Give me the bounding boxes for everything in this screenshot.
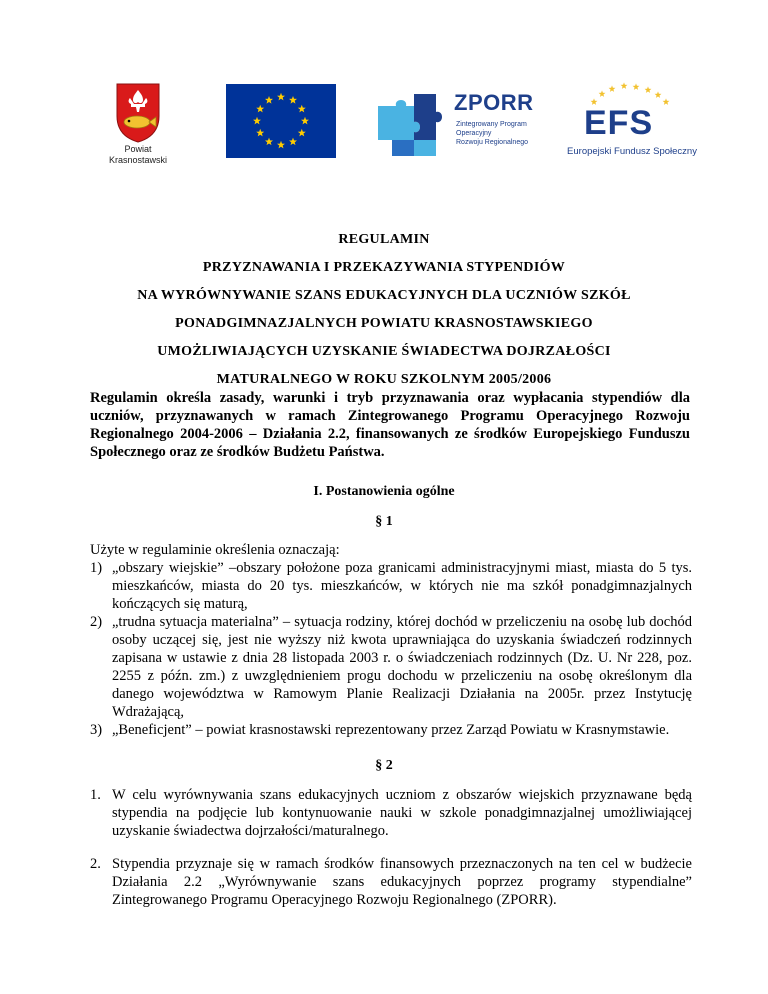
title-line-6: MATURALNEGO W ROKU SZKOLNYM 2005/2006 (216, 372, 552, 387)
eu-flag-logo (226, 84, 336, 163)
powiat-crest-logo (96, 82, 180, 178)
efs-subtitle: Europejski Fundusz Społeczny (567, 146, 697, 157)
puzzle-icon (374, 86, 452, 160)
list-item-text: „obszary wiejskie” –obszary położone poza granicami administracyjnymi miast, miasta do 5 tys. mieszkańców, miasta do 20 tys. mieszkańców, w których nie ma szkół ponadgimnazjalnych kończących się maturą, (112, 560, 692, 612)
list-item-number: 2) (90, 614, 103, 630)
zporr-subtitle-line2: Operacyjny (456, 130, 492, 137)
intro-paragraph: Regulamin określa zasady, warunki i tryb przyznawania oraz wypłacania stypendiów dla uczniów, przyznawanych w ramach Zintegrowanego Programu Operacyjnego Rozwoju Regionalnego 2004-2006 – Działania 2.2, finansowanych ze środków Europejskiego Funduszu Społecznego oraz ze środków Budżetu Państwa. (90, 390, 690, 460)
paragraph-2-item-1 (90, 786, 692, 840)
list-item-text: „Beneficjent” – powiat krasnostawski reprezentowany przez Zarząd Powiatu w Krasnymstawie. (112, 722, 670, 738)
efs-title: EFS (584, 104, 654, 142)
title-line-5: UMOŻLIWIAJĄCYCH UZYSKANIE ŚWIADECTWA DOJRZAŁOŚCI (157, 344, 611, 359)
title-line-2: PRZYZNAWANIA I PRZEKAZYWANIA STYPENDIÓW (202, 260, 566, 275)
list-item-number: 3) (90, 722, 103, 738)
powiat-caption-line1: Powiat (124, 144, 152, 154)
efs-star-icon (655, 91, 662, 98)
title-line-4: PONADGIMNAZJALNYCH POWIATU KRASNOSTAWSKIEGO (175, 316, 593, 331)
list-item (90, 721, 692, 739)
item-number: 2. (90, 856, 101, 872)
title-line-3: NA WYRÓWNYWANIE SZANS EDUKACYJNYCH DLA UCZNIÓW SZKÓŁ (137, 288, 631, 303)
definitions-lead: Użyte w regulaminie określenia oznaczają: (90, 542, 340, 558)
list-item (90, 613, 692, 721)
crest-shield-icon (115, 82, 161, 144)
title-line-1: REGULAMIN (338, 232, 430, 247)
zporr-subtitle (456, 120, 546, 147)
logo-bar (0, 0, 768, 190)
efs-logo (562, 82, 702, 164)
list-item (90, 559, 692, 613)
definitions-block (90, 541, 692, 739)
item-number: 1. (90, 787, 101, 803)
powiat-caption-line2: Krasnostawski (108, 155, 168, 165)
zporr-subtitle-line1: Zintegrowany Program (456, 121, 527, 128)
item-text: Stypendia przyznaje się w ramach środków finansowych przeznaczonych na ten cel w budżecie Działania 2.2 „Wyrównywanie szans edukacyjnych poprzez programy stypendialne” Zintegrowanego Programu Operacyjnego Rozwoju Regionalnego (ZPORR). (112, 856, 692, 908)
efs-star-icon (599, 90, 606, 97)
paragraph-1-heading: § 1 (375, 514, 393, 529)
efs-star-icon (621, 82, 628, 89)
efs-star-icon (663, 98, 670, 105)
paragraph-2-item-2 (90, 855, 692, 909)
list-item-text: „trudna sytuacja materialna” – sytuacja rodziny, której dochód w przeliczeniu na osobę lub dochód osoby uczącej się, jest nie wyższy niż kwota uprawniająca do uzyskania świadczeń rodzinnych zapisana w ustawie z dnia 28 listopada 2003 r. o świadczeniach rodzinnych (Dz. U. Nr 228, poz. 2255 z późn. zm.) z uwzględnieniem progu dochodu w przeliczeniu na osobę określonym dla danego województwa w Ramowym Planie Realizacji Działania na 2005r. przez Instytucję Wdrażającą, (112, 614, 692, 720)
item-text: W celu wyrównywania szans edukacyjnych uczniom z obszarów wiejskich przyznawane będą stypendia na podjęcie lub kontynuowanie nauki w szkole ponadgimnazjalnej umożliwiającej uzyskanie świadectwa dojrzałości/maturalnego. (112, 787, 692, 839)
section-heading: I. Postanowienia ogólne (313, 484, 455, 499)
efs-star-icon (645, 86, 652, 93)
zporr-title: ZPORR (454, 90, 534, 115)
paragraph-2-heading: § 2 (375, 758, 393, 773)
list-item-number: 1) (90, 560, 103, 576)
efs-star-icon (609, 85, 616, 92)
efs-star-icon (633, 83, 640, 90)
zporr-subtitle-line3: Rozwoju Regionalnego (456, 139, 528, 146)
zporr-logo (374, 86, 542, 160)
definitions-list (90, 559, 692, 739)
eu-flag-icon (226, 84, 336, 158)
